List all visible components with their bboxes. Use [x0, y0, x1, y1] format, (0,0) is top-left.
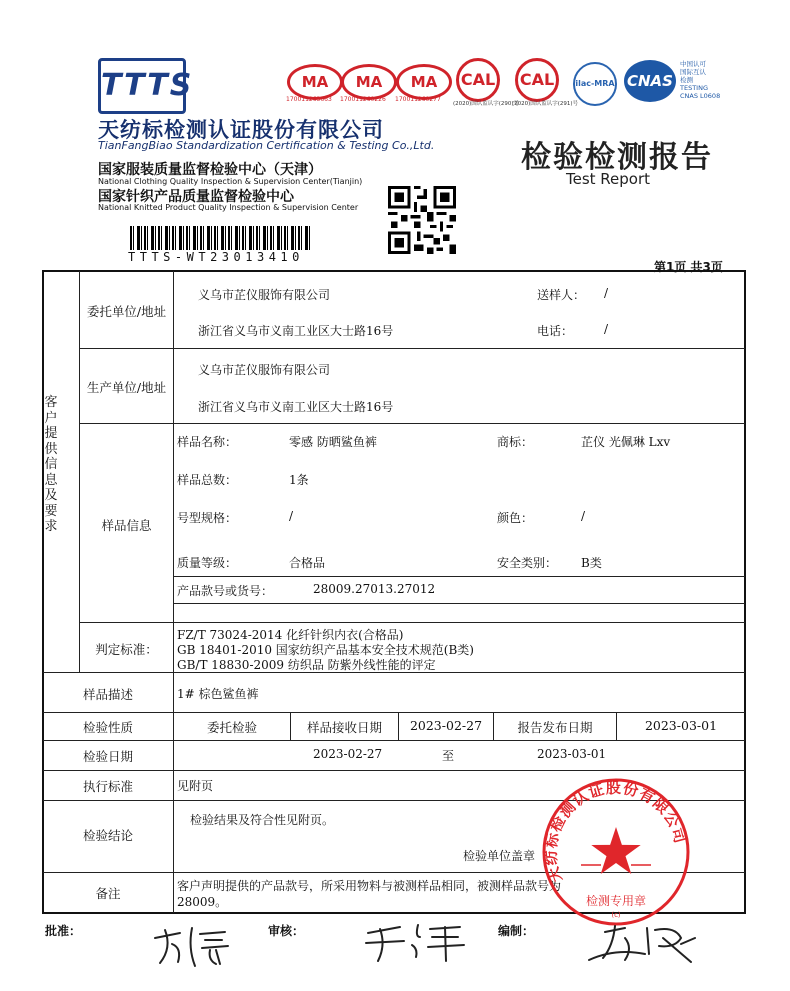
standard-value: 见附页	[177, 779, 214, 793]
review-signature	[360, 915, 470, 965]
manufacturer-label: 生产单位/地址	[86, 380, 167, 395]
model-label: 产品款号或货号：	[177, 584, 274, 598]
cal-logo: CAL	[515, 58, 559, 102]
grade-value: 合格品	[289, 556, 326, 570]
grade-label: 质量等级：	[177, 556, 238, 570]
client-name: 义乌市芷仪服饰有限公司	[198, 288, 331, 302]
qr-code	[388, 186, 456, 254]
remark-value-line2: 28009。	[177, 895, 228, 909]
manufacturer-name: 义乌市芷仪服饰有限公司	[198, 363, 331, 377]
sample-name-value: 零感 防晒鲨鱼裤	[289, 435, 377, 449]
criteria-line: GB 18401-2010 国家纺织产品基本安全技术规范(B类)	[177, 643, 474, 657]
sample-count-value: 1条	[289, 473, 309, 487]
compile-label: 编制：	[498, 924, 535, 938]
report-title-cn: 检验检测报告	[521, 140, 713, 175]
stamp-star-icon	[591, 827, 640, 874]
nature-label: 检验性质	[82, 720, 133, 735]
test-date-to-label: 至	[442, 749, 455, 763]
report-title-en: Test Report	[566, 170, 651, 188]
test-date-from: 2023-02-27	[313, 747, 383, 761]
safety-value: B类	[581, 556, 602, 570]
client-address: 浙江省义乌市义南工业区大士路16号	[198, 324, 394, 338]
model-value: 28009.27013.27012	[313, 582, 436, 596]
nature-value: 委托检验	[206, 720, 257, 735]
sender-value: /	[604, 286, 609, 300]
criteria-line: FZ/T 73024-2014 化纤针织内衣(合格品)	[177, 628, 404, 642]
approve-signature	[150, 918, 240, 968]
ilac-mra-logo: ilac-MRA	[573, 62, 617, 106]
cal-code: (2020)国认监认字(291)号	[512, 101, 579, 107]
cma-code: 170011260277	[395, 96, 441, 103]
received-date-label: 样品接收日期	[306, 720, 382, 735]
cma-logo: MA	[396, 64, 452, 100]
company-name-cn: 天纺标检测认证股份有限公司	[98, 118, 384, 142]
ttts-logo: TTTS	[98, 58, 186, 114]
safety-label: 安全类别：	[497, 556, 558, 570]
cma-code: 170011260226	[340, 96, 386, 103]
cnas-logo: CNAS	[624, 60, 676, 102]
cma-logo: MA	[287, 64, 343, 100]
issue-date-value: 2023-03-01	[644, 718, 718, 733]
test-date-label: 检验日期	[82, 749, 133, 764]
manufacturer-address: 浙江省义乌市义南工业区大士路16号	[198, 400, 394, 414]
criteria-label: 判定标准：	[95, 642, 158, 657]
client-label: 委托单位/地址	[86, 304, 167, 319]
remark-value: 客户声明提供的产品款号，所采用物料与被测样品相同，被测样品款号为	[177, 879, 562, 893]
size-label: 号型规格：	[177, 511, 238, 525]
criteria-line: GB/T 18830-2009 纺织品 防紫外线性能的评定	[177, 658, 436, 672]
cal-logo: CAL	[456, 58, 500, 102]
barcode	[130, 226, 310, 250]
compile-signature	[585, 918, 700, 968]
phone-label: 电话：	[537, 324, 574, 338]
review-label: 审核：	[268, 924, 305, 938]
report-number: TTTS-WT23013410	[128, 250, 304, 264]
color-label: 颜色：	[497, 511, 534, 525]
knitted-center-en: National Knitted Product Quality Inspection & Supervision Center	[98, 203, 359, 212]
issue-date-label: 报告发布日期	[517, 720, 593, 735]
cma-logo: MA	[341, 64, 397, 100]
description-label: 样品描述	[82, 687, 133, 702]
stamp-bottom-text: 检测专用章	[585, 894, 647, 908]
company-name-en: TianFangBiao Standardization Certification & Testing Co.,Ltd.	[98, 139, 435, 152]
sender-label: 送样人：	[537, 288, 586, 302]
clothing-center-cn: 国家服装质量监督检验中心（天津）	[98, 162, 322, 178]
knitted-center-cn: 国家针织产品质量监督检验中心	[98, 189, 294, 205]
brand-label: 商标：	[497, 435, 534, 449]
clothing-center-en: National Clothing Quality Inspection & Supervision Center(Tianjin)	[98, 177, 363, 186]
size-value: /	[289, 509, 294, 523]
red-seal-stamp	[541, 777, 691, 927]
page-info: 第1页 共3页	[654, 260, 723, 274]
cma-code: 170011263663	[286, 96, 332, 103]
remark-label: 备注	[95, 886, 121, 901]
description-value: 1# 棕色鲨鱼裤	[177, 687, 259, 701]
stamp-ring-text: 天纺标检测认证股份有限公司	[541, 778, 690, 885]
received-date-value: 2023-02-27	[409, 718, 483, 733]
sample-count-label: 样品总数：	[177, 473, 238, 487]
approve-label: 批准：	[45, 924, 82, 938]
brand-value: 芷仪 光佩琳 Lxv	[581, 435, 671, 449]
sample-name-label: 样品名称：	[177, 435, 238, 449]
cnas-caption: 中国认可 国际互认 检测 TESTING CNAS L0608	[680, 60, 721, 100]
conclusion-value: 检验结果及符合性见附页。	[190, 813, 335, 827]
cal-code: (2020)国认监认字(290)号	[453, 101, 520, 107]
test-date-to: 2023-03-01	[537, 747, 607, 761]
sample-info-label: 样品信息	[101, 518, 152, 533]
color-value: /	[581, 509, 586, 523]
client-info-section-label: 客户提供信息及要求	[44, 395, 58, 534]
standard-label: 执行标准	[82, 779, 133, 794]
phone-value: /	[604, 322, 609, 336]
conclusion-label: 检验结论	[82, 828, 133, 843]
stamp-small-text: (c)	[611, 911, 621, 919]
seal-label: 检验单位盖章	[463, 849, 536, 863]
